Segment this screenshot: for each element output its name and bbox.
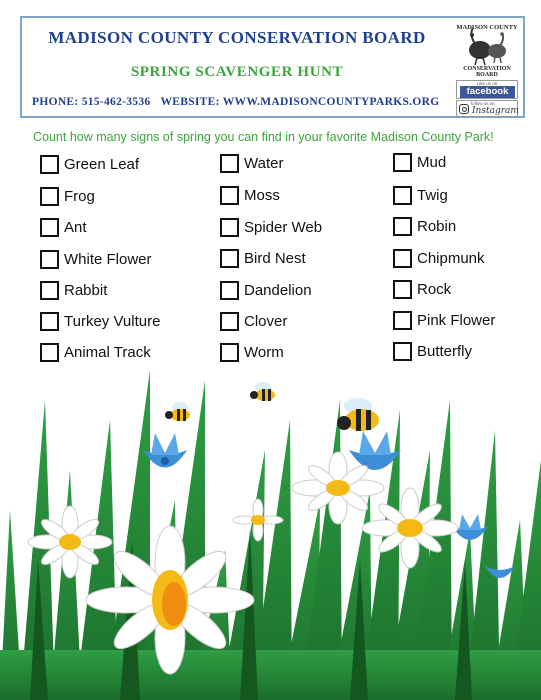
checklist-label: Bird Nest: [244, 250, 306, 267]
checklist-label: Moss: [244, 187, 280, 204]
checklist-label: Twig: [417, 187, 448, 204]
bee-icon: [337, 398, 379, 431]
checklist-label: Ant: [64, 219, 87, 236]
checkbox[interactable]: [40, 312, 59, 331]
facebook-label: facebook: [460, 86, 515, 98]
checklist-label: Pink Flower: [417, 312, 496, 329]
facebook-badge[interactable]: [456, 80, 518, 99]
instagram-badge[interactable]: [456, 100, 518, 117]
instagram-label: Instagram: [472, 106, 519, 116]
checklist-label: Clover: [244, 313, 288, 330]
meadow-illustration: [0, 360, 541, 700]
checkbox[interactable]: [220, 249, 239, 268]
bee-icon: [165, 402, 190, 421]
checkbox[interactable]: [393, 311, 412, 330]
checklist-label: Worm: [244, 344, 284, 361]
checkbox[interactable]: [220, 218, 239, 237]
header-box: [20, 16, 525, 118]
website-text: WEBSITE: WWW.MADISONCOUNTYPARKS.ORG: [160, 96, 440, 108]
checkbox[interactable]: [40, 155, 59, 174]
checkbox[interactable]: [393, 249, 412, 268]
checklist-label: Water: [244, 155, 284, 172]
checklist-label: Rabbit: [64, 282, 108, 299]
logo-top-text: MADISON COUNTY: [456, 24, 518, 31]
checklist-label: Green Leaf: [64, 156, 140, 173]
phone-text: PHONE: 515-462-3536: [32, 96, 151, 108]
checkbox[interactable]: [393, 153, 412, 172]
page-subtitle: SPRING SCAVENGER HUNT: [130, 64, 344, 80]
checkbox[interactable]: [393, 342, 412, 361]
contact-line: [32, 96, 439, 108]
checkbox[interactable]: [40, 281, 59, 300]
checkbox[interactable]: [40, 250, 59, 269]
checklist-label: Mud: [417, 154, 447, 171]
facebook-small-text: Like us on: [476, 81, 498, 86]
checklist-label: Butterfly: [417, 343, 473, 360]
checklist-label: Turkey Vulture: [64, 313, 161, 330]
checkbox[interactable]: [220, 186, 239, 205]
conservation-board-logo: [455, 24, 519, 76]
bee-icon: [250, 382, 275, 401]
checklist-label: Chipmunk: [417, 250, 485, 267]
checklist-label: Dandelion: [244, 282, 312, 299]
checkbox[interactable]: [220, 312, 239, 331]
checkbox[interactable]: [220, 281, 239, 300]
checklist-label: Spider Web: [244, 219, 323, 236]
checklist-label: Frog: [64, 188, 95, 205]
page-title: MADISON COUNTY CONSERVATION BOARD: [48, 28, 426, 47]
instagram-small-text: follow us on: [471, 101, 495, 106]
checkbox[interactable]: [40, 187, 59, 206]
checklist-label: White Flower: [64, 251, 152, 268]
checkbox[interactable]: [40, 218, 59, 237]
checkbox[interactable]: [393, 280, 412, 299]
intro-text: Count how many signs of spring you can find in your favorite Madison County Park!: [33, 130, 494, 144]
instagram-icon: [459, 104, 469, 114]
checklist-label: Rock: [417, 281, 452, 298]
checkbox[interactable]: [220, 154, 239, 173]
checklist-label: Animal Track: [64, 344, 151, 361]
logo-bottom-text: CONSERVATION BOARD: [463, 66, 511, 78]
checkbox[interactable]: [393, 217, 412, 236]
checklist-label: Robin: [417, 218, 457, 235]
checkbox[interactable]: [393, 186, 412, 205]
